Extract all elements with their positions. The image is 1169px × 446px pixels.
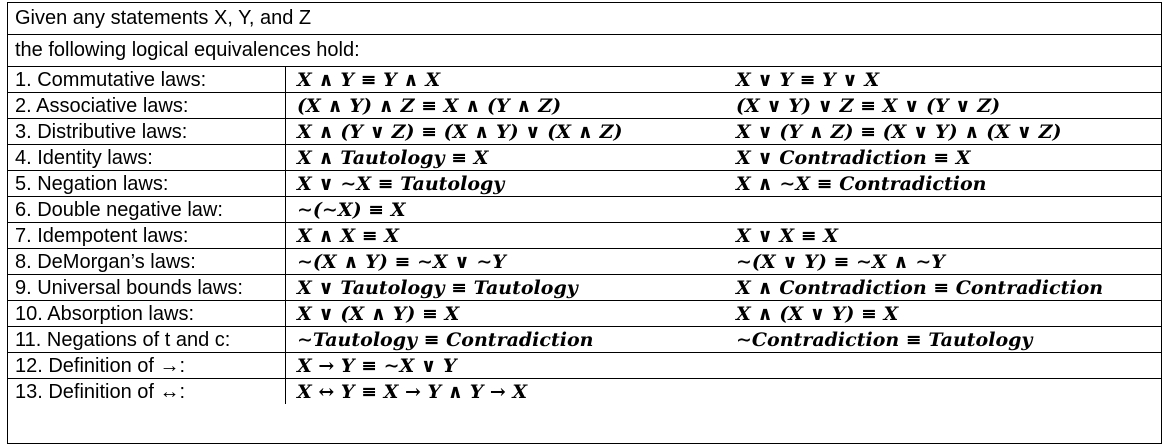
- equivalence-1: ∼(X ∧ Y) ≡ ∼X ∨ ∼Y: [286, 249, 728, 275]
- equivalence-2: X ∨ Contradiction ≡ X: [727, 145, 1161, 171]
- equivalence-2: [727, 379, 1161, 405]
- table-row: [8, 301, 1161, 327]
- table-row: [8, 249, 1161, 275]
- equivalence-2: X ∨ Y ≡ Y ∨ X: [727, 67, 1161, 93]
- table-row: [8, 145, 1161, 171]
- equivalence-2: [727, 353, 1161, 379]
- law-name: 12. Definition of →:: [8, 353, 286, 379]
- equivalence-2: X ∧ ∼X ≡ Contradiction: [727, 171, 1161, 197]
- intro-line-2: the following logical equivalences hold:: [8, 34, 1161, 66]
- logical-equivalences-table: [7, 2, 1162, 444]
- law-name: 13. Definition of ↔:: [8, 379, 286, 405]
- law-name: 5. Negation laws:: [8, 171, 286, 197]
- equivalence-1: X ∧ Tautology ≡ X: [286, 145, 728, 171]
- equivalence-1: X ∨ (X ∧ Y) ≡ X: [286, 301, 728, 327]
- intro-line-1: Given any statements X, Y, and Z: [15, 7, 312, 29]
- law-name: 2. Associative laws:: [8, 93, 286, 119]
- law-name: 6. Double negative law:: [8, 197, 286, 223]
- law-name: 4. Identity laws:: [8, 145, 286, 171]
- table-row: [8, 379, 1161, 405]
- equivalence-2: ∼Contradiction ≡ Tautology: [727, 327, 1161, 353]
- law-name: 3. Distributive laws:: [8, 119, 286, 145]
- equivalence-1: ∼Tautology ≡ Contradiction: [286, 327, 728, 353]
- equivalence-2: X ∧ Contradiction ≡ Contradiction: [727, 275, 1161, 301]
- equivalence-2: X ∨ (Y ∧ Z) ≡ (X ∨ Y) ∧ (X ∨ Z): [727, 119, 1161, 145]
- table-row: [8, 353, 1161, 379]
- law-name: 11. Negations of t and c:: [8, 327, 286, 353]
- law-name: 10. Absorption laws:: [8, 301, 286, 327]
- equivalence-2: X ∨ X ≡ X: [727, 223, 1161, 249]
- equivalence-2: ∼(X ∨ Y) ≡ ∼X ∧ ∼Y: [727, 249, 1161, 275]
- table-row: [8, 197, 1161, 223]
- equivalence-1: X ∧ X ≡ X: [286, 223, 728, 249]
- law-name: 1. Commutative laws:: [8, 67, 286, 93]
- table-row: [8, 67, 1161, 93]
- equivalence-1: X ∨ Tautology ≡ Tautology: [286, 275, 728, 301]
- table-row: [8, 275, 1161, 301]
- laws-table: [8, 66, 1161, 404]
- equivalence-1: X → Y ≡ ∼X ∨ Y: [286, 353, 728, 379]
- law-name: 9. Universal bounds laws:: [8, 275, 286, 301]
- equivalence-2: (X ∨ Y) ∨ Z ≡ X ∨ (Y ∨ Z): [727, 93, 1161, 119]
- law-name: 7. Idempotent laws:: [8, 223, 286, 249]
- equivalence-1: (X ∧ Y) ∧ Z ≡ X ∧ (Y ∧ Z): [286, 93, 728, 119]
- table-row: [8, 327, 1161, 353]
- table-row: [8, 119, 1161, 145]
- equivalence-1: X ∧ (Y ∨ Z) ≡ (X ∧ Y) ∨ (X ∧ Z): [286, 119, 728, 145]
- equivalence-1: X ∧ Y ≡ Y ∧ X: [286, 67, 728, 93]
- table-row: [8, 223, 1161, 249]
- equivalence-1: X ↔ Y ≡ X → Y ∧ Y → X: [286, 379, 728, 405]
- table-row: [8, 93, 1161, 119]
- equivalence-2: X ∧ (X ∨ Y) ≡ X: [727, 301, 1161, 327]
- equivalence-1: ∼(∼X) ≡ X: [286, 197, 728, 223]
- table-row: [8, 171, 1161, 197]
- equivalence-1: X ∨ ∼X ≡ Tautology: [286, 171, 728, 197]
- law-name: 8. DeMorgan’s laws:: [8, 249, 286, 275]
- equivalence-2: [727, 197, 1161, 223]
